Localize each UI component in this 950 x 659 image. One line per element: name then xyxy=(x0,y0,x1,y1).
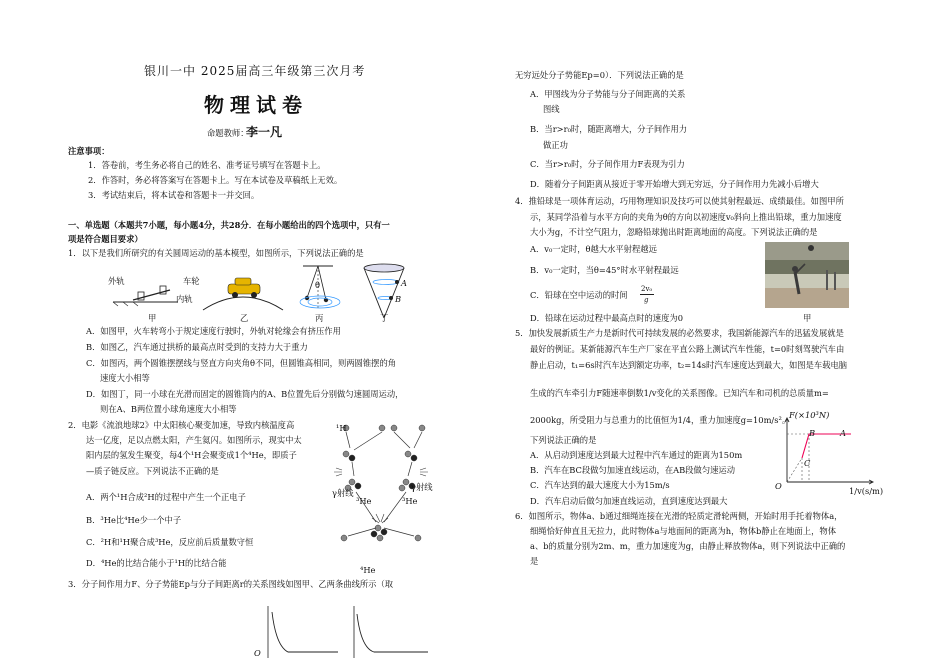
he4-label: ⁴He xyxy=(360,565,376,575)
q4-option-d: D．铅球在运动过程中最高点时的速度为0 xyxy=(530,313,683,323)
q5-stem-line: 生成的汽车牵引力F随速率倒数1/v变化的关系图像。已知汽车和司机的总质量m= xyxy=(530,388,829,398)
q2-option-b: B．³He比⁴He少一个中子 xyxy=(86,515,182,525)
theta-label: θ xyxy=(315,280,320,290)
inner-rail-label: 内轨 xyxy=(176,294,193,304)
q3-option-c: C．当r>r₀时，分子间作用力F表现为引力 xyxy=(530,159,685,169)
graph-x-axis-label: 1/v(s/m) xyxy=(849,486,884,496)
teacher-name: 李一凡 xyxy=(246,125,283,139)
force-graph xyxy=(777,418,877,488)
photo-label: 甲 xyxy=(803,313,812,323)
q5-stem-line: 5．加快发展新质生产力是新时代可持续发展的必然要求，我国新能源汽车的迅猛发展就是 xyxy=(515,328,844,338)
notice-item: 2．作答时，务必将答案写在答题卡上。写在本试卷及草稿纸上无效。 xyxy=(88,175,343,185)
q6-stem-line: 是 xyxy=(530,556,539,566)
he3-label: ³He xyxy=(402,496,418,506)
q5-option-b: B．汽车在BC段做匀加速直线运动，在AB段做匀速运动 xyxy=(530,465,736,475)
time-formula-numerator: 2v₀ xyxy=(641,285,653,293)
graph-y-axis-label: F(×10³N) xyxy=(789,410,830,420)
graph-origin: O xyxy=(775,481,782,491)
q2-stem-line: —质子链反应。下列说法不正确的是 xyxy=(86,466,219,476)
q2-option-c: C．²H和¹H聚合成³He，反应前后质量数守恒 xyxy=(86,537,254,547)
fig-label-bing: 丙 xyxy=(315,313,324,323)
q2-stem-line: 2．电影《流浪地球2》中太阳核心聚变加速，导致内核温度高 xyxy=(68,420,295,430)
gamma-ray-label: γ射线 xyxy=(332,488,354,498)
wheel-label: 车轮 xyxy=(183,276,200,286)
fig-label-yi: 乙 xyxy=(240,313,249,323)
q5-option-a: A．从启动到速度达到最大过程中汽车通过的距离为150m xyxy=(530,450,743,460)
time-formula-denominator: g xyxy=(644,296,649,304)
q1-option-c: C．如图丙，两个圆锥摆摆线与竖直方向夹角θ不同，但圆锥高相同，则两圆锥摆的角 xyxy=(86,358,397,368)
subject-title: 物理试卷 xyxy=(204,93,308,117)
q1-option-b: B．如图乙，汽车通过拱桥的最高点时受到的支持力大于重力 xyxy=(86,342,308,352)
q3-option-b: B．当r>r₀时，随距离增大，分子间作用力 xyxy=(530,124,688,134)
q3-option-a: A．甲图线为分子势能与分子间距离的关系 xyxy=(530,89,686,99)
fusion-diagram xyxy=(326,418,436,588)
q3-option-a-cont: 图线 xyxy=(543,104,560,114)
q1-stem: 1．以下是我们所研究的有关圆周运动的基本模型，如图所示，下列说法正确的是 xyxy=(68,248,364,258)
notice-item: 1．答卷前，考生务必将自己的姓名、准考证号填写在答题卡上。 xyxy=(88,160,326,170)
q5-stem-line: 最好的例证。某新能源汽车生产厂家在平直公路上测试汽车性能，t=0时刻驾驶汽车由 xyxy=(530,344,845,354)
q1-option-d: D．如图丁，同一小球在光滑而固定的圆锥筒内的A、B位置先后分别做匀速圆周运动， xyxy=(86,389,404,399)
graph-point-c: C xyxy=(804,458,811,468)
q3-graphs xyxy=(258,606,458,656)
q6-stem-line: 细绳恰好伸直且无拉力，此时物体a与地面间的距离为h，物体b静止在地面上，物体 xyxy=(530,526,836,536)
point-b-label: B xyxy=(395,294,402,304)
q4-option-b: B．v₀一定时，当θ=45°时水平射程最远 xyxy=(530,265,679,275)
q1-option-c-cont: 速度大小相等 xyxy=(100,373,150,383)
graph-point-b: B xyxy=(809,428,816,438)
q4-stem-line: 大小为g，不计空气阻力，忽略铅球抛出时距离地面的高度。下列说法正确的是 xyxy=(530,227,818,237)
teacher-label: 命题教师： xyxy=(207,128,249,138)
he3-label: ³He xyxy=(356,496,372,506)
q4-stem-line: 4．推铅球是一项体育运动，巧用物理知识及技巧可以使其射程最远、成绩最佳。如图甲所 xyxy=(515,196,844,206)
fig-label-jia: 甲 xyxy=(148,313,157,323)
rail-figure xyxy=(113,286,178,306)
exam-title: 银川一中 2025届高三年级第三次月考 xyxy=(144,64,366,78)
car-bridge-figure xyxy=(203,278,283,310)
q2-stem-line: 阳内层的氢发生聚变，每4个¹H会聚变成1个⁴He，即质子 xyxy=(86,450,297,460)
q3-stem-cont: 无穷远处分子势能Ep=0）．下列说法正确的是 xyxy=(515,70,684,80)
q5-stem-line: 静止启动，t₁=6s时汽车达到额定功率，t₂=14s时汽车速度达到最大，如图是车载电脑 xyxy=(530,360,848,370)
q6-stem-line: 6．如图所示，物体a、b通过细绳连接在光滑的轻质定滑轮两侧，开始时用手托着物体a， xyxy=(515,511,843,521)
q2-option-d: D．⁴He的比结合能小于¹H的比结合能 xyxy=(86,558,227,568)
q5-option-c: C．汽车达到的最大速度大小为15m/s xyxy=(530,480,670,490)
q4-option-c: C．铅球在空中运动的时间 xyxy=(530,290,628,300)
q6-stem-line: a、b的质量分别为2m、m，重力加速度为g，由静止释放物体a，则下列说法中正确的 xyxy=(530,541,846,551)
q2-stem-line: 达一亿度，足以点燃太阳，产生氦闪。如图所示，现实中太 xyxy=(86,435,302,445)
q3-option-d: D．随着分子间距离从接近于零开始增大到无穷远，分子间作用力先减小后增大 xyxy=(530,179,819,189)
notice-heading: 注意事项： xyxy=(68,146,110,156)
q1-option-d-cont: 则在A、B两位置小球角速度大小相等 xyxy=(100,404,237,414)
h1-label: ¹H xyxy=(336,423,347,433)
graph-point-a: A xyxy=(840,428,846,438)
q2-option-a: A．两个¹H合成²H的过程中产生一个正电子 xyxy=(86,492,246,502)
shot-put-photo xyxy=(765,242,849,308)
q4-stem-line: 示，某同学沿着与水平方向的夹角为θ的方向以初速度v₀斜向上推出铅球，重力加速度 xyxy=(530,212,842,222)
section-heading: 一、单选题（本题共7小题，每小题4分，共28分．在每小题给出的四个选项中，只有一 xyxy=(68,220,390,230)
gamma-ray-label: γ射线 xyxy=(411,482,433,492)
point-a-label: A xyxy=(401,278,407,288)
section-heading-cont: 项是符合题目要求） xyxy=(68,234,143,244)
q5-stem-line: 下列说法正确的是 xyxy=(530,435,597,445)
notice-item: 3．考试结束后，将本试卷和答题卡一并交回。 xyxy=(88,190,260,200)
q3-origin-label: O xyxy=(254,648,261,658)
q3-option-b-cont: 做正功 xyxy=(543,140,568,150)
fig-label-ding: 丁 xyxy=(380,313,389,323)
q5-stem-line: 2000kg，所受阻力与总重力的比值恒为1/4，重力加速度g=10m/s²。 xyxy=(530,415,791,425)
cone-figure xyxy=(364,264,404,318)
q1-option-a: A．如图甲，火车转弯小于规定速度行驶时，外轨对轮缘会有挤压作用 xyxy=(86,326,341,336)
q4-option-a: A．v₀一定时，θ越大水平射程越远 xyxy=(530,244,657,254)
q3-stem: 3．分子间作用力F、分子势能Ep与分子间距离r的关系图线如图甲、乙两条曲线所示（取 xyxy=(68,579,394,589)
conical-pendulum-figure xyxy=(300,266,340,308)
outer-rail-label: 外轨 xyxy=(108,276,125,286)
q5-option-d: D．汽车启动后做匀加速直线运动，直到速度达到最大 xyxy=(530,496,728,506)
